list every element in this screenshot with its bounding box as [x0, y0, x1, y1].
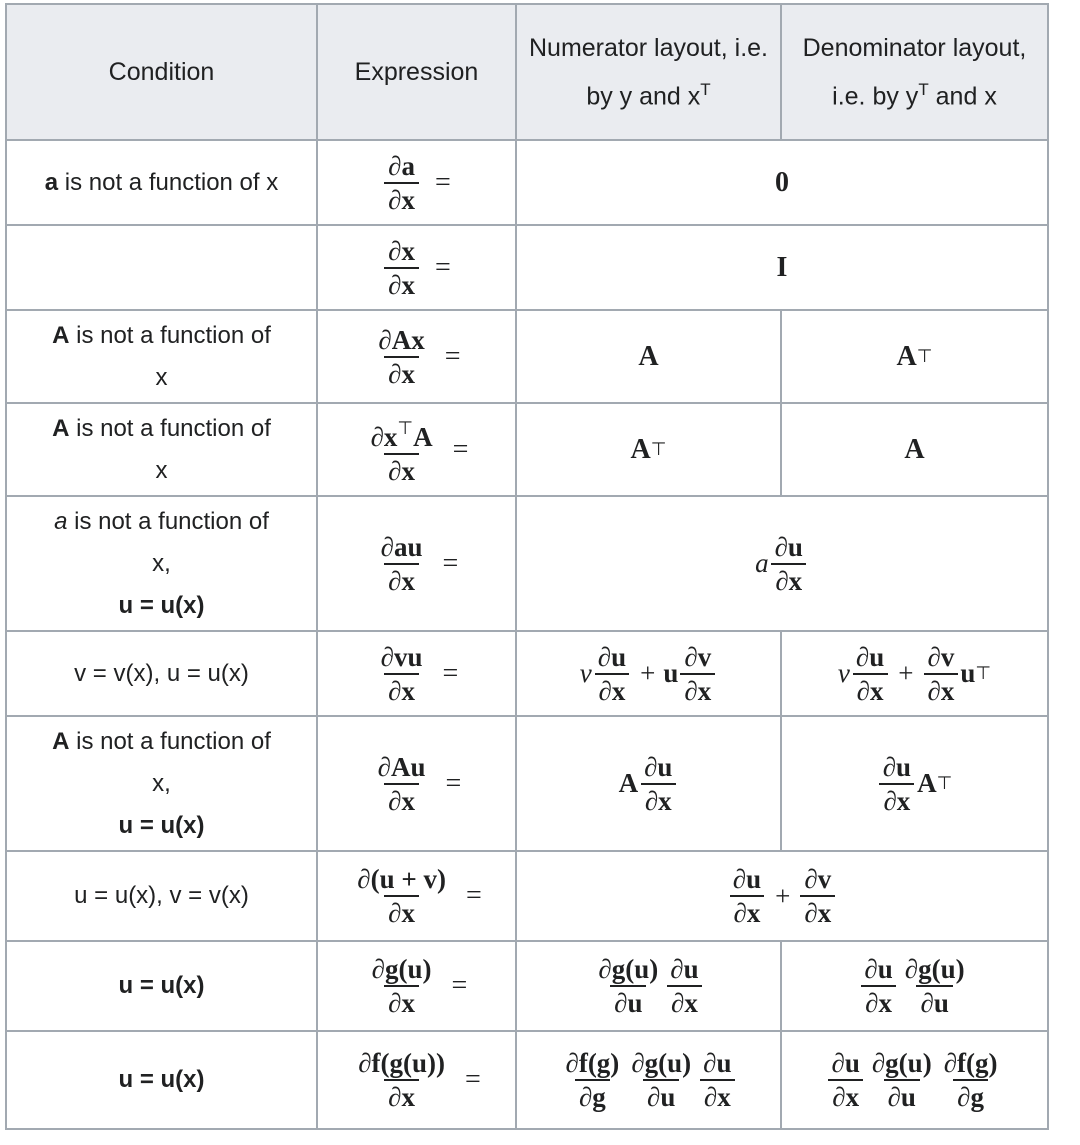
result-cell — [516, 496, 1048, 631]
condition-text: is not a function of — [69, 414, 271, 442]
numerator-cell: $\frac{\partial g(u)}{\partial u}$ $\frac{\partial u}{\partial x}$ — [516, 941, 781, 1031]
condition-text-3: u = u(x) — [118, 811, 205, 839]
equals-sign: = — [452, 433, 469, 465]
denominator-cell: $\frac{\partial u}{\partial x}$ A ⊤ — [781, 716, 1048, 851]
equals-sign: = — [442, 547, 459, 579]
expr-numerator: ∂(u + v) — [357, 864, 446, 894]
table-row — [6, 140, 1048, 225]
equals-sign: = — [442, 657, 459, 689]
equals-sign: = — [435, 251, 451, 283]
denominator-cell: $\frac{\partial u}{\partial x}$ $\frac{\partial g(u)}{\partial u}$ $\frac{\partial f(g)}{\partial g}$ — [781, 1031, 1048, 1129]
header-expression: Expression — [317, 4, 516, 140]
table-row — [6, 1031, 1048, 1129]
table-row — [6, 496, 1048, 631]
expression-cell — [317, 631, 516, 716]
expression-cell — [317, 941, 516, 1031]
table-row — [6, 310, 1048, 403]
transpose-sup: ⊤ — [916, 346, 933, 366]
expr-denominator: ∂x — [384, 783, 419, 817]
condition-cell: u = u(x) — [6, 1031, 317, 1129]
table-row — [6, 941, 1048, 1031]
header-numerator-layout — [516, 4, 781, 140]
expression-cell — [317, 310, 516, 403]
condition-text: is not a function of — [67, 507, 269, 535]
condition-text: is not a function of — [69, 727, 271, 755]
expr-numerator: ∂f(g(u)) — [358, 1048, 446, 1078]
denominator-cell — [781, 310, 1048, 403]
condition-text-2: x, — [152, 769, 171, 797]
expression-cell — [317, 140, 516, 225]
equals-sign: = — [445, 767, 462, 799]
expression-cell — [317, 225, 516, 310]
expr-denominator: ∂x — [384, 356, 419, 390]
condition-var: a — [44, 168, 59, 196]
equals-sign: = — [465, 880, 482, 911]
derivative-identities-table — [5, 3, 1049, 1130]
expression-cell — [317, 403, 516, 496]
header-numerator-text: Numerator layout, i.e. by y and x — [529, 33, 768, 111]
condition-var: A — [52, 321, 70, 349]
condition-text-2: x — [155, 456, 168, 484]
condition-var: A — [52, 414, 70, 442]
expr-denominator: ∂x — [384, 985, 419, 1019]
equals-sign: = — [444, 340, 461, 372]
condition-cell — [6, 716, 317, 851]
expr-numerator: ∂a — [388, 150, 416, 181]
condition-cell — [6, 310, 317, 403]
result-cell — [516, 225, 1048, 310]
equals-sign: = — [451, 970, 468, 1001]
expr-numerator: ∂x — [388, 235, 416, 266]
expression-cell — [317, 716, 516, 851]
condition-var: a — [54, 507, 68, 535]
denominator-cell: v $\frac{\partial u}{\partial x}$ + $\frac{\partial v}{\partial x}$ u ⊤ — [781, 631, 1048, 716]
header-denominator-sup: T — [918, 79, 929, 99]
expr-numerator: ∂Au — [377, 751, 426, 782]
expr-denominator: ∂x — [384, 453, 419, 487]
condition-text-2: x — [155, 363, 168, 391]
denominator-result: A — [896, 340, 917, 372]
header-denominator-layout — [781, 4, 1048, 140]
result-denominator: ∂x — [771, 563, 806, 597]
condition-cell — [6, 403, 317, 496]
transpose-sup: ⊤ — [650, 439, 667, 459]
expr-denominator: ∂x — [384, 1079, 419, 1113]
numerator-cell: A $\frac{\partial u}{\partial x}$ — [516, 716, 781, 851]
header-row — [6, 4, 1048, 140]
condition-text-2: x, — [152, 549, 171, 577]
condition-text: is not a function of x — [58, 168, 279, 196]
expr-numerator: ∂g(u) — [371, 954, 432, 984]
result-numerator: ∂u — [774, 531, 803, 562]
table-row — [6, 851, 1048, 941]
result-cell — [516, 140, 1048, 225]
denominator-cell: $\frac{\partial u}{\partial x}$ $\frac{\partial g(u)}{\partial u}$ — [781, 941, 1048, 1031]
condition-cell: u = u(x), v = v(x) — [6, 851, 317, 941]
expr-numerator: ∂au — [380, 531, 423, 562]
result-cell: $\frac{\partial u}{\partial x}$ + $\frac{\partial v}{\partial x}$ — [516, 851, 1048, 941]
expr-denominator: ∂x — [384, 267, 419, 301]
table-row — [6, 403, 1048, 496]
header-numerator-sup: T — [700, 79, 711, 99]
result-zero: 0 — [775, 166, 789, 198]
expression-cell — [317, 1031, 516, 1129]
numerator-cell — [516, 403, 781, 496]
expr-denominator: ∂x — [384, 895, 419, 929]
table-row — [6, 716, 1048, 851]
equals-sign: = — [465, 1064, 481, 1095]
denominator-result: A — [904, 433, 925, 465]
expr-denominator: ∂x — [384, 563, 419, 597]
expr-numerator: ∂Ax — [378, 324, 425, 355]
expr-denominator: ∂x — [384, 673, 419, 707]
numerator-cell: v $\frac{\partial u}{\partial x}$ + u $\frac{\partial v}{\partial x}$ — [516, 631, 781, 716]
header-denominator-text: Denominator layout, i.e. by y — [802, 33, 1027, 111]
condition-text-3: u = u(x) — [118, 591, 205, 619]
condition-cell: u = u(x) — [6, 941, 317, 1031]
scalar-a: a — [755, 548, 769, 578]
result-identity: I — [776, 251, 788, 283]
header-denominator-tail: and x — [935, 82, 997, 111]
condition-cell — [6, 140, 317, 225]
expr-denominator: ∂x — [384, 182, 419, 216]
expression-cell — [317, 496, 516, 631]
numerator-result: A — [630, 433, 651, 465]
header-condition: Condition — [6, 4, 317, 140]
denominator-cell — [781, 403, 1048, 496]
numerator-result: A — [638, 340, 659, 372]
condition-text: is not a function of — [69, 321, 271, 349]
table-row — [6, 225, 1048, 310]
expression-cell — [317, 851, 516, 941]
expr-numerator: ∂vu — [380, 641, 423, 672]
table-row — [6, 631, 1048, 716]
numerator-cell: $\frac{\partial f(g)}{\partial g}$ $\frac{\partial g(u)}{\partial u}$ $\frac{\partial u}{\partial x}$ — [516, 1031, 781, 1129]
numerator-cell — [516, 310, 781, 403]
condition-cell — [6, 225, 317, 310]
equals-sign: = — [435, 166, 451, 198]
condition-cell — [6, 496, 317, 631]
condition-var: A — [52, 727, 70, 755]
expr-numerator: ∂x⊤A — [370, 418, 433, 452]
condition-cell: v = v(x), u = u(x) — [6, 631, 317, 716]
